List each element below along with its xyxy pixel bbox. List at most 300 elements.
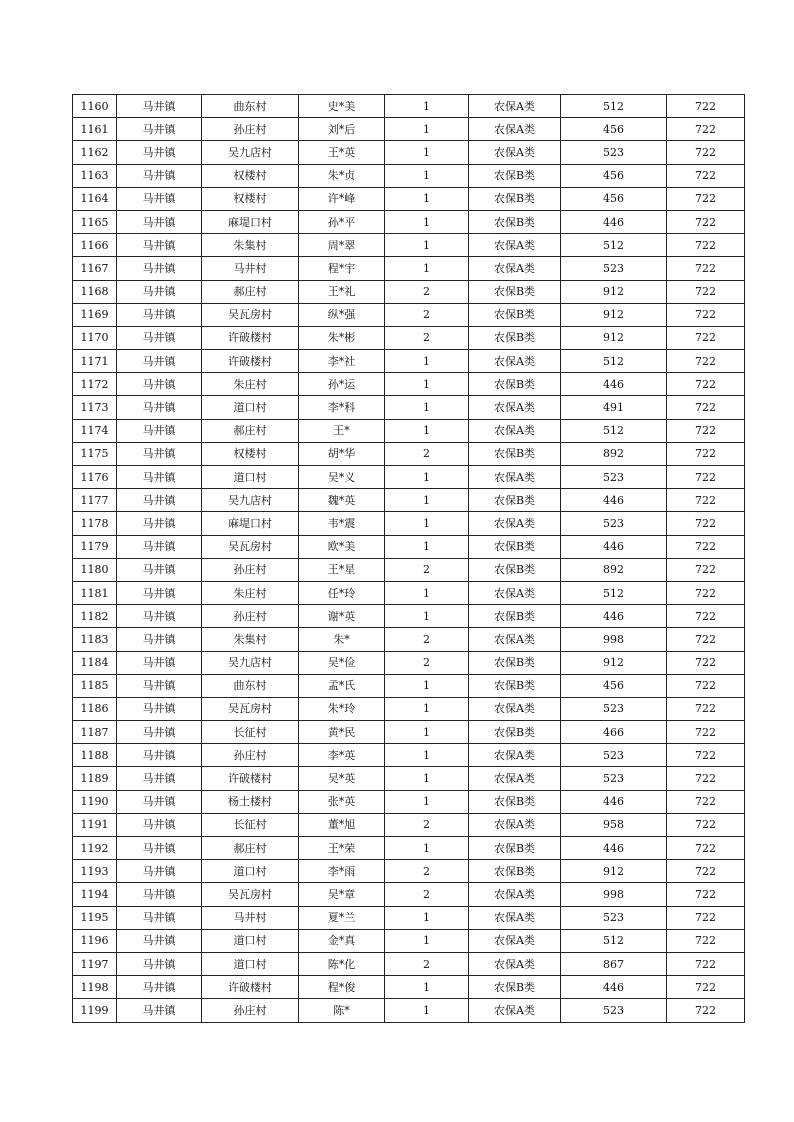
name-cell: 王*礼 xyxy=(299,280,385,303)
table-row xyxy=(73,373,745,396)
town-cell: 马井镇 xyxy=(117,697,202,720)
village-cell: 朱集村 xyxy=(202,234,299,257)
town-cell: 马井镇 xyxy=(117,558,202,581)
serial-number-cell: 1170 xyxy=(73,326,117,349)
town-cell: 马井镇 xyxy=(117,628,202,651)
standard-cell: 722 xyxy=(667,605,745,628)
town-cell: 马井镇 xyxy=(117,721,202,744)
town-cell: 马井镇 xyxy=(117,419,202,442)
town-cell: 马井镇 xyxy=(117,605,202,628)
serial-number-cell: 1188 xyxy=(73,744,117,767)
household-size-cell: 1 xyxy=(385,744,469,767)
standard-cell: 722 xyxy=(667,466,745,489)
household-size-cell: 1 xyxy=(385,721,469,744)
serial-number-cell: 1161 xyxy=(73,118,117,141)
category-cell: 农保A类 xyxy=(469,697,561,720)
standard-cell: 722 xyxy=(667,234,745,257)
table-row xyxy=(73,744,745,767)
amount-cell: 456 xyxy=(561,674,667,697)
town-cell: 马井镇 xyxy=(117,442,202,465)
household-size-cell: 1 xyxy=(385,350,469,373)
table-row xyxy=(73,280,745,303)
category-cell: 农保B类 xyxy=(469,303,561,326)
serial-number-cell: 1163 xyxy=(73,164,117,187)
table-row xyxy=(73,396,745,419)
name-cell: 吴*章 xyxy=(299,883,385,906)
name-cell: 任*玲 xyxy=(299,581,385,604)
household-size-cell: 1 xyxy=(385,210,469,233)
standard-cell: 722 xyxy=(667,976,745,999)
town-cell: 马井镇 xyxy=(117,767,202,790)
household-size-cell: 1 xyxy=(385,95,469,118)
category-cell: 农保A类 xyxy=(469,744,561,767)
category-cell: 农保B类 xyxy=(469,164,561,187)
standard-cell: 722 xyxy=(667,535,745,558)
serial-number-cell: 1182 xyxy=(73,605,117,628)
household-size-cell: 1 xyxy=(385,141,469,164)
category-cell: 农保A类 xyxy=(469,929,561,952)
table-row xyxy=(73,187,745,210)
village-cell: 道口村 xyxy=(202,952,299,975)
standard-cell: 722 xyxy=(667,512,745,535)
town-cell: 马井镇 xyxy=(117,581,202,604)
household-size-cell: 2 xyxy=(385,303,469,326)
standard-cell: 722 xyxy=(667,744,745,767)
town-cell: 马井镇 xyxy=(117,952,202,975)
standard-cell: 722 xyxy=(667,396,745,419)
household-size-cell: 1 xyxy=(385,929,469,952)
category-cell: 农保B类 xyxy=(469,442,561,465)
table-row xyxy=(73,860,745,883)
name-cell: 谢*英 xyxy=(299,605,385,628)
amount-cell: 466 xyxy=(561,721,667,744)
table-row xyxy=(73,466,745,489)
table-row xyxy=(73,535,745,558)
standard-cell: 722 xyxy=(667,721,745,744)
serial-number-cell: 1183 xyxy=(73,628,117,651)
town-cell: 马井镇 xyxy=(117,466,202,489)
standard-cell: 722 xyxy=(667,141,745,164)
village-cell: 长征村 xyxy=(202,813,299,836)
standard-cell: 722 xyxy=(667,326,745,349)
village-cell: 孙庄村 xyxy=(202,118,299,141)
table-row xyxy=(73,350,745,373)
household-size-cell: 2 xyxy=(385,651,469,674)
table-row xyxy=(73,837,745,860)
village-cell: 权楼村 xyxy=(202,442,299,465)
town-cell: 马井镇 xyxy=(117,350,202,373)
name-cell: 程*宇 xyxy=(299,257,385,280)
name-cell: 孟*氏 xyxy=(299,674,385,697)
serial-number-cell: 1198 xyxy=(73,976,117,999)
town-cell: 马井镇 xyxy=(117,396,202,419)
serial-number-cell: 1193 xyxy=(73,860,117,883)
beneficiary-table xyxy=(72,94,745,1023)
standard-cell: 722 xyxy=(667,813,745,836)
category-cell: 农保A类 xyxy=(469,466,561,489)
category-cell: 农保A类 xyxy=(469,234,561,257)
serial-number-cell: 1162 xyxy=(73,141,117,164)
household-size-cell: 2 xyxy=(385,813,469,836)
village-cell: 朱庄村 xyxy=(202,581,299,604)
amount-cell: 446 xyxy=(561,373,667,396)
serial-number-cell: 1197 xyxy=(73,952,117,975)
town-cell: 马井镇 xyxy=(117,234,202,257)
amount-cell: 456 xyxy=(561,164,667,187)
name-cell: 张*英 xyxy=(299,790,385,813)
name-cell: 朱*贞 xyxy=(299,164,385,187)
standard-cell: 722 xyxy=(667,350,745,373)
category-cell: 农保B类 xyxy=(469,373,561,396)
amount-cell: 523 xyxy=(561,999,667,1022)
town-cell: 马井镇 xyxy=(117,744,202,767)
village-cell: 孙庄村 xyxy=(202,605,299,628)
serial-number-cell: 1178 xyxy=(73,512,117,535)
serial-number-cell: 1195 xyxy=(73,906,117,929)
table-row xyxy=(73,999,745,1022)
amount-cell: 456 xyxy=(561,118,667,141)
village-cell: 道口村 xyxy=(202,466,299,489)
category-cell: 农保B类 xyxy=(469,558,561,581)
household-size-cell: 1 xyxy=(385,976,469,999)
amount-cell: 446 xyxy=(561,976,667,999)
category-cell: 农保A类 xyxy=(469,999,561,1022)
town-cell: 马井镇 xyxy=(117,326,202,349)
name-cell: 刘*后 xyxy=(299,118,385,141)
standard-cell: 722 xyxy=(667,697,745,720)
table-row xyxy=(73,118,745,141)
category-cell: 农保A类 xyxy=(469,350,561,373)
amount-cell: 523 xyxy=(561,257,667,280)
name-cell: 王*荣 xyxy=(299,837,385,860)
town-cell: 马井镇 xyxy=(117,95,202,118)
category-cell: 农保A类 xyxy=(469,952,561,975)
standard-cell: 722 xyxy=(667,906,745,929)
amount-cell: 867 xyxy=(561,952,667,975)
serial-number-cell: 1196 xyxy=(73,929,117,952)
village-cell: 许破楼村 xyxy=(202,767,299,790)
category-cell: 农保A类 xyxy=(469,813,561,836)
town-cell: 马井镇 xyxy=(117,489,202,512)
category-cell: 农保B类 xyxy=(469,860,561,883)
serial-number-cell: 1173 xyxy=(73,396,117,419)
table-row xyxy=(73,697,745,720)
village-cell: 郝庄村 xyxy=(202,280,299,303)
table-row xyxy=(73,976,745,999)
amount-cell: 446 xyxy=(561,837,667,860)
table-row xyxy=(73,512,745,535)
serial-number-cell: 1172 xyxy=(73,373,117,396)
village-cell: 吴瓦房村 xyxy=(202,697,299,720)
name-cell: 欧*美 xyxy=(299,535,385,558)
category-cell: 农保B类 xyxy=(469,721,561,744)
village-cell: 朱庄村 xyxy=(202,373,299,396)
serial-number-cell: 1192 xyxy=(73,837,117,860)
village-cell: 曲东村 xyxy=(202,95,299,118)
name-cell: 朱* xyxy=(299,628,385,651)
standard-cell: 722 xyxy=(667,303,745,326)
name-cell: 李*科 xyxy=(299,396,385,419)
household-size-cell: 2 xyxy=(385,883,469,906)
standard-cell: 722 xyxy=(667,280,745,303)
table-row xyxy=(73,651,745,674)
amount-cell: 912 xyxy=(561,326,667,349)
village-cell: 吴瓦房村 xyxy=(202,883,299,906)
standard-cell: 722 xyxy=(667,999,745,1022)
category-cell: 农保A类 xyxy=(469,118,561,141)
serial-number-cell: 1165 xyxy=(73,210,117,233)
standard-cell: 722 xyxy=(667,767,745,790)
village-cell: 郝庄村 xyxy=(202,837,299,860)
table-row xyxy=(73,558,745,581)
town-cell: 马井镇 xyxy=(117,535,202,558)
category-cell: 农保B类 xyxy=(469,187,561,210)
amount-cell: 446 xyxy=(561,790,667,813)
amount-cell: 446 xyxy=(561,605,667,628)
standard-cell: 722 xyxy=(667,257,745,280)
table-row xyxy=(73,210,745,233)
standard-cell: 722 xyxy=(667,837,745,860)
amount-cell: 892 xyxy=(561,442,667,465)
category-cell: 农保B类 xyxy=(469,326,561,349)
category-cell: 农保A类 xyxy=(469,628,561,651)
amount-cell: 446 xyxy=(561,535,667,558)
standard-cell: 722 xyxy=(667,210,745,233)
category-cell: 农保A类 xyxy=(469,906,561,929)
category-cell: 农保A类 xyxy=(469,396,561,419)
table-row xyxy=(73,489,745,512)
town-cell: 马井镇 xyxy=(117,187,202,210)
amount-cell: 523 xyxy=(561,512,667,535)
serial-number-cell: 1160 xyxy=(73,95,117,118)
household-size-cell: 1 xyxy=(385,466,469,489)
name-cell: 史*美 xyxy=(299,95,385,118)
category-cell: 农保A类 xyxy=(469,767,561,790)
name-cell: 陈*化 xyxy=(299,952,385,975)
table-row xyxy=(73,581,745,604)
name-cell: 董*旭 xyxy=(299,813,385,836)
amount-cell: 512 xyxy=(561,350,667,373)
household-size-cell: 1 xyxy=(385,164,469,187)
serial-number-cell: 1167 xyxy=(73,257,117,280)
standard-cell: 722 xyxy=(667,674,745,697)
household-size-cell: 1 xyxy=(385,489,469,512)
village-cell: 孙庄村 xyxy=(202,558,299,581)
name-cell: 吴*义 xyxy=(299,466,385,489)
town-cell: 马井镇 xyxy=(117,674,202,697)
amount-cell: 892 xyxy=(561,558,667,581)
serial-number-cell: 1184 xyxy=(73,651,117,674)
town-cell: 马井镇 xyxy=(117,373,202,396)
serial-number-cell: 1171 xyxy=(73,350,117,373)
household-size-cell: 1 xyxy=(385,605,469,628)
table-row xyxy=(73,674,745,697)
name-cell: 程*俊 xyxy=(299,976,385,999)
table-row xyxy=(73,790,745,813)
amount-cell: 512 xyxy=(561,95,667,118)
household-size-cell: 1 xyxy=(385,419,469,442)
standard-cell: 722 xyxy=(667,628,745,651)
name-cell: 周*翠 xyxy=(299,234,385,257)
household-size-cell: 1 xyxy=(385,234,469,257)
table-row xyxy=(73,257,745,280)
village-cell: 许破楼村 xyxy=(202,350,299,373)
category-cell: 农保B类 xyxy=(469,535,561,558)
amount-cell: 998 xyxy=(561,628,667,651)
household-size-cell: 2 xyxy=(385,628,469,651)
standard-cell: 722 xyxy=(667,558,745,581)
name-cell: 吴*俭 xyxy=(299,651,385,674)
table-row xyxy=(73,767,745,790)
household-size-cell: 1 xyxy=(385,999,469,1022)
town-cell: 马井镇 xyxy=(117,976,202,999)
household-size-cell: 1 xyxy=(385,906,469,929)
amount-cell: 512 xyxy=(561,929,667,952)
village-cell: 许破楼村 xyxy=(202,976,299,999)
town-cell: 马井镇 xyxy=(117,883,202,906)
serial-number-cell: 1185 xyxy=(73,674,117,697)
village-cell: 孙庄村 xyxy=(202,999,299,1022)
household-size-cell: 1 xyxy=(385,396,469,419)
household-size-cell: 1 xyxy=(385,767,469,790)
serial-number-cell: 1175 xyxy=(73,442,117,465)
amount-cell: 912 xyxy=(561,303,667,326)
amount-cell: 523 xyxy=(561,906,667,929)
table-row xyxy=(73,721,745,744)
serial-number-cell: 1177 xyxy=(73,489,117,512)
village-cell: 权楼村 xyxy=(202,164,299,187)
household-size-cell: 2 xyxy=(385,442,469,465)
amount-cell: 523 xyxy=(561,141,667,164)
amount-cell: 912 xyxy=(561,651,667,674)
amount-cell: 998 xyxy=(561,883,667,906)
serial-number-cell: 1187 xyxy=(73,721,117,744)
household-size-cell: 1 xyxy=(385,257,469,280)
town-cell: 马井镇 xyxy=(117,210,202,233)
table-row xyxy=(73,234,745,257)
town-cell: 马井镇 xyxy=(117,929,202,952)
amount-cell: 512 xyxy=(561,581,667,604)
standard-cell: 722 xyxy=(667,118,745,141)
standard-cell: 722 xyxy=(667,419,745,442)
name-cell: 魏*英 xyxy=(299,489,385,512)
serial-number-cell: 1180 xyxy=(73,558,117,581)
name-cell: 陈* xyxy=(299,999,385,1022)
town-cell: 马井镇 xyxy=(117,512,202,535)
town-cell: 马井镇 xyxy=(117,280,202,303)
amount-cell: 446 xyxy=(561,489,667,512)
category-cell: 农保B类 xyxy=(469,976,561,999)
village-cell: 道口村 xyxy=(202,860,299,883)
table-row xyxy=(73,303,745,326)
standard-cell: 722 xyxy=(667,581,745,604)
standard-cell: 722 xyxy=(667,164,745,187)
town-cell: 马井镇 xyxy=(117,860,202,883)
name-cell: 吴*英 xyxy=(299,767,385,790)
village-cell: 吴瓦房村 xyxy=(202,535,299,558)
standard-cell: 722 xyxy=(667,883,745,906)
table-body xyxy=(73,95,745,1023)
amount-cell: 912 xyxy=(561,860,667,883)
amount-cell: 958 xyxy=(561,813,667,836)
standard-cell: 722 xyxy=(667,790,745,813)
town-cell: 马井镇 xyxy=(117,651,202,674)
standard-cell: 722 xyxy=(667,187,745,210)
category-cell: 农保B类 xyxy=(469,790,561,813)
serial-number-cell: 1190 xyxy=(73,790,117,813)
amount-cell: 523 xyxy=(561,697,667,720)
town-cell: 马井镇 xyxy=(117,141,202,164)
serial-number-cell: 1189 xyxy=(73,767,117,790)
name-cell: 李*英 xyxy=(299,744,385,767)
table-row xyxy=(73,442,745,465)
town-cell: 马井镇 xyxy=(117,257,202,280)
name-cell: 韦*震 xyxy=(299,512,385,535)
name-cell: 朱*彬 xyxy=(299,326,385,349)
household-size-cell: 1 xyxy=(385,118,469,141)
village-cell: 道口村 xyxy=(202,929,299,952)
name-cell: 王*英 xyxy=(299,141,385,164)
town-cell: 马井镇 xyxy=(117,164,202,187)
amount-cell: 512 xyxy=(561,234,667,257)
village-cell: 吴瓦房村 xyxy=(202,303,299,326)
standard-cell: 722 xyxy=(667,373,745,396)
standard-cell: 722 xyxy=(667,651,745,674)
name-cell: 朱*玲 xyxy=(299,697,385,720)
table-row xyxy=(73,883,745,906)
amount-cell: 523 xyxy=(561,767,667,790)
village-cell: 吴九店村 xyxy=(202,651,299,674)
village-cell: 权楼村 xyxy=(202,187,299,210)
amount-cell: 912 xyxy=(561,280,667,303)
name-cell: 孙*运 xyxy=(299,373,385,396)
village-cell: 曲东村 xyxy=(202,674,299,697)
serial-number-cell: 1169 xyxy=(73,303,117,326)
village-cell: 朱集村 xyxy=(202,628,299,651)
category-cell: 农保B类 xyxy=(469,651,561,674)
town-cell: 马井镇 xyxy=(117,906,202,929)
amount-cell: 512 xyxy=(561,419,667,442)
standard-cell: 722 xyxy=(667,952,745,975)
category-cell: 农保B类 xyxy=(469,280,561,303)
serial-number-cell: 1164 xyxy=(73,187,117,210)
table-row xyxy=(73,813,745,836)
category-cell: 农保B类 xyxy=(469,489,561,512)
village-cell: 麻堤口村 xyxy=(202,210,299,233)
table-row xyxy=(73,906,745,929)
amount-cell: 446 xyxy=(561,210,667,233)
amount-cell: 523 xyxy=(561,744,667,767)
serial-number-cell: 1168 xyxy=(73,280,117,303)
name-cell: 王* xyxy=(299,419,385,442)
table-row xyxy=(73,164,745,187)
standard-cell: 722 xyxy=(667,489,745,512)
serial-number-cell: 1179 xyxy=(73,535,117,558)
name-cell: 夏*兰 xyxy=(299,906,385,929)
amount-cell: 491 xyxy=(561,396,667,419)
household-size-cell: 2 xyxy=(385,558,469,581)
table-row xyxy=(73,141,745,164)
serial-number-cell: 1176 xyxy=(73,466,117,489)
village-cell: 孙庄村 xyxy=(202,744,299,767)
serial-number-cell: 1194 xyxy=(73,883,117,906)
standard-cell: 722 xyxy=(667,929,745,952)
category-cell: 农保A类 xyxy=(469,141,561,164)
name-cell: 王*星 xyxy=(299,558,385,581)
village-cell: 杨土楼村 xyxy=(202,790,299,813)
category-cell: 农保A类 xyxy=(469,512,561,535)
category-cell: 农保B类 xyxy=(469,605,561,628)
